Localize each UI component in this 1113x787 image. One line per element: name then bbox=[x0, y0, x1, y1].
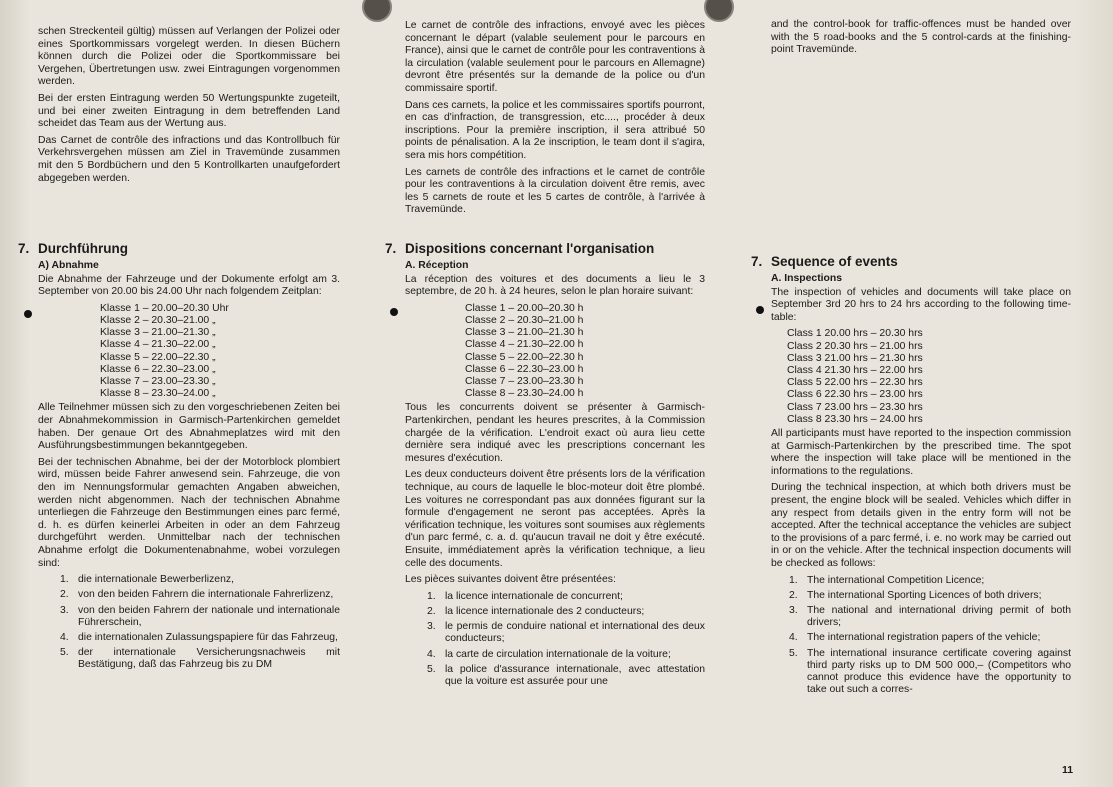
paragraph: Tous les concurrents doivent se présenter à Garmisch-Partenkirchen, pendant les heures prescrites, à la Commission chargée de la vérification. L'endroit exact où aura lieu cette dernière sera indiqué avec les prescriptions concernant les mesures d'exécution. bbox=[405, 402, 705, 464]
list-item: 2. la licence internationale des 2 conducteurs; bbox=[427, 605, 645, 617]
schedule-row: Klasse 3 – 21.00–21.30 „ bbox=[100, 327, 216, 339]
paragraph: Alle Teilnehmer müssen sich zu den vorgeschriebenen Zeiten bei der Abnahmekommission in Garmisch-Partenkirchen gemeldet haben. Der genaue Ort des Abnahmeplatzes wird mit den Ausführungsbestimmungen bekanntgegeben. bbox=[38, 402, 340, 452]
schedule-row: Klasse 7 – 23.00–23.30 „ bbox=[100, 376, 216, 387]
list-item: 5. der internationale Versicherungsnachweis mit Bestätigung, daß das Fahrzeug bis zu DM bbox=[60, 647, 340, 671]
paragraph: During the technical inspection, at which both drivers must be present, the engine block will be sealed. Vehicles which differ in any respect from details given in the entry form will not be accepted. After the technical acceptance the vehicles are subject to the provisions of a parc fermé, i. e. no work may be carried out in or on the vehicle. After the technical inspection documents will be checked as follows: bbox=[771, 482, 1071, 569]
paragraph: schen Streckenteil gültig) müssen auf Verlangen der Polizei oder eines Sportkommissars vorgelegt werden. In diesen Büchern können durch die Polizei oder die Sportkommissare bei Vergehen, Übertretungen usw. zwei Eintragungen vorgenommen werden. bbox=[38, 26, 340, 88]
paragraph: Les carnets de contrôle des infractions et le carnet de contrôle pour les contraventions à la circulation doivent être remis, avec les 5 carnets de route et les 5 cartes de contrôle, à l'arrivée à Travemünde. bbox=[405, 166, 705, 216]
subsection-heading: A) Abnahme bbox=[38, 260, 99, 271]
schedule-row: Classe 2 – 20.30–21.00 h bbox=[465, 314, 584, 326]
section-heading: 7. Durchführung bbox=[18, 241, 128, 256]
subsection-heading: A. Réception bbox=[405, 260, 469, 271]
margin-bullet bbox=[24, 310, 32, 318]
list-item: 4. la carte de circulation internationale de la voiture; bbox=[427, 648, 671, 660]
schedule-row: Klasse 6 – 22.30–23.00 „ bbox=[100, 363, 216, 375]
schedule-row: Classe 5 – 22.00–22.30 h bbox=[465, 351, 584, 363]
section-heading: 7. Dispositions concernant l'organisation bbox=[385, 241, 655, 256]
schedule-row: Class 8 23.30 hrs – 24.00 hrs bbox=[787, 413, 923, 425]
page-edge-shadow bbox=[0, 0, 30, 787]
schedule-row: Klasse 1 – 20.00–20.30 Uhr bbox=[100, 302, 229, 314]
list-item: 3. von den beiden Fahrern der nationale und internationale Führerschein, bbox=[60, 604, 340, 628]
binding-hole bbox=[362, 0, 392, 22]
schedule-row: Klasse 5 – 22.00–22.30 „ bbox=[100, 351, 216, 363]
document-list bbox=[427, 591, 705, 688]
page-number: 11 bbox=[1062, 764, 1074, 776]
schedule-table bbox=[787, 328, 1071, 426]
schedule-row: Classe 1 – 20.00–20.30 h bbox=[465, 302, 584, 314]
schedule-row: Klasse 4 – 21.30–22.00 „ bbox=[100, 339, 216, 351]
section-heading: 7. Sequence of events bbox=[751, 254, 898, 269]
subsection-heading: A. Inspections bbox=[771, 273, 843, 284]
paragraph: Das Carnet de contrôle des infractions und das Kontrollbuch für Verkehrsvergehen müssen am Ziel in Travemünde zusammen mit den 5 Bordbüchern und den 5 Kontrollkarten unaufgefordert abgegeben werden. bbox=[38, 134, 340, 184]
schedule-intro: Die Abnahme der Fahrzeuge und der Dokumente erfolgt am 3. September von 20.00 bis 24.00 Uhr nach folgendem Zeitplan: bbox=[38, 273, 340, 298]
schedule-row: Class 4 21.30 hrs – 22.00 hrs bbox=[787, 364, 923, 376]
schedule-row: Classe 6 – 22.30–23.00 h bbox=[465, 363, 584, 375]
schedule-row: Class 3 21.00 hrs – 21.30 hrs bbox=[787, 352, 923, 364]
list-item: 5. la police d'assurance internationale, avec attestation que la voiture est assurée pour une bbox=[427, 663, 705, 687]
paragraph: All participants must have reported to the inspection commission at Garmisch-Partenkirchen by the prescribed time. The spot where the inspection will take place will be mentioned in the informations to the regulations. bbox=[771, 428, 1071, 477]
page-edge-shadow bbox=[1073, 0, 1113, 787]
list-item: 2. The international Sporting Licences of both drivers; bbox=[789, 589, 1042, 601]
schedule-table bbox=[465, 303, 705, 401]
margin-bullet bbox=[390, 308, 398, 316]
column-german bbox=[18, 26, 340, 675]
schedule-row: Classe 3 – 21.00–21.30 h bbox=[465, 327, 584, 339]
paragraph: Bei der ersten Eintragung werden 50 Wertungspunkte zugeteilt, und bei einer zweiten Eintragung in dem betreffenden Land scheidet das Team aus der Wertung aus. bbox=[38, 92, 340, 130]
schedule-row: Class 7 23.00 hrs – 23.30 hrs bbox=[787, 401, 923, 413]
schedule-row: Classe 7 – 23.00–23.30 h bbox=[465, 376, 584, 387]
column-french bbox=[385, 20, 705, 691]
paragraph: Les deux conducteurs doivent être présents lors de la vérification technique, au cours de laquelle le bloc-moteur doit être plombé. Les voitures ne correspondant pas aux données figurant sur la formule d'engagement ne seront pas acceptées. Après la vérification technique, les voitures sont soumises aux règlements d'un parc fermé, c. a. d. qu'aucun travail ne doit y être exécuté. Ensuite, immédiatement après la vérification technique, a lieu celle des documents. bbox=[405, 469, 705, 569]
schedule-row: Klasse 2 – 20.30–21.00 „ bbox=[100, 314, 216, 326]
schedule-row: Klasse 8 – 23.30–24.00 „ bbox=[100, 388, 216, 400]
list-item: 4. The international registration papers of the vehicle; bbox=[789, 632, 1041, 644]
margin-bullet bbox=[756, 306, 764, 314]
schedule-intro: La réception des voitures et des documents a lieu le 3 septembre, de 20 h. à 24 heures, selon le plan horaire suivant: bbox=[405, 273, 705, 298]
list-item: 2. von den beiden Fahrern die internationale Fahrerlizenz, bbox=[60, 589, 334, 601]
list-item: 1. The international Competition Licence; bbox=[789, 574, 985, 586]
paragraph: Dans ces carnets, la police et les commissaires sportifs pourront, en cas d'infraction, de transgression, etc...., procéder à deux inscriptions. Pour la première inscription, il sera attribué 50 points de pénalisation. A la 2e inscription, le team dont il s'agira, sera mis hors compétition. bbox=[405, 99, 705, 161]
schedule-row: Class 1 20.00 hrs – 20.30 hrs bbox=[787, 328, 923, 340]
paragraph: Les pièces suivantes doivent être présentées: bbox=[405, 574, 616, 586]
list-item: 3. The national and international driving permit of both drivers; bbox=[789, 604, 1071, 629]
list-item: 1. la licence internationale de concurrent; bbox=[427, 590, 623, 602]
column-english bbox=[751, 19, 1071, 699]
list-item: 1. die internationale Bewerberlizenz, bbox=[60, 574, 234, 586]
schedule-intro: The inspection of vehicles and documents will take place on September 3rd 20 hrs to 24 hrs according to the following time-table: bbox=[771, 286, 1071, 323]
schedule-row: Class 5 22.00 hrs – 22.30 hrs bbox=[787, 377, 923, 389]
schedule-table bbox=[100, 303, 340, 401]
paragraph: Bei der technischen Abnahme, bei der der Motorblock plombiert wird, müssen beide Fahrer anwesend sein. Fahrzeuge, die von den im Nennungsformular gemachten Angaben abweichen, werden nicht abgenommen. Nach der technischen Abnahme unterliegen die Fahrzeuge den Bestimmungen eines parc fermé, d. h. es dürfen keinerlei Arbeiten in oder an dem Fahrzeug durchgeführt werden. Unmittelbar nach der technischen Abnahme erfolgt die Dokumentenabnahme, wobei vorzulegen sind: bbox=[38, 456, 340, 569]
schedule-row: Class 6 22.30 hrs – 23.00 hrs bbox=[787, 389, 923, 401]
schedule-row: Classe 4 – 21.30–22.00 h bbox=[465, 339, 584, 351]
document-list bbox=[789, 575, 1071, 697]
schedule-row: Classe 8 – 23.30–24.00 h bbox=[465, 388, 584, 400]
binding-hole bbox=[704, 0, 734, 22]
paragraph: and the control-book for traffic-offences must be handed over with the 5 road-books and the 5 control-cards at the finishing-point Travemünde. bbox=[771, 19, 1071, 56]
list-item: 5. The international insurance certificate covering against third party risks up to DM 500 000,– (Competitors who cannot produce this evidence have the opportunity to take out such a corres- bbox=[789, 647, 1071, 696]
list-item: 4. die internationalen Zulassungspapiere für das Fahrzeug, bbox=[60, 631, 338, 643]
list-item: 3. le permis de conduire national et international des deux conducteurs; bbox=[427, 621, 705, 645]
paragraph: Le carnet de contrôle des infractions, envoyé avec les pièces concernant le départ (valable seulement pour le parcours en France), ainsi que le carnet de contrôle pour les contraventions à la circulation (valable seulement pour le parcours en Allemagne) devront être présentés sur la demande de la police ou d'un commissaire sportif. bbox=[405, 20, 705, 94]
document-list bbox=[60, 574, 340, 671]
schedule-row: Class 2 20.30 hrs – 21.00 hrs bbox=[787, 340, 923, 352]
